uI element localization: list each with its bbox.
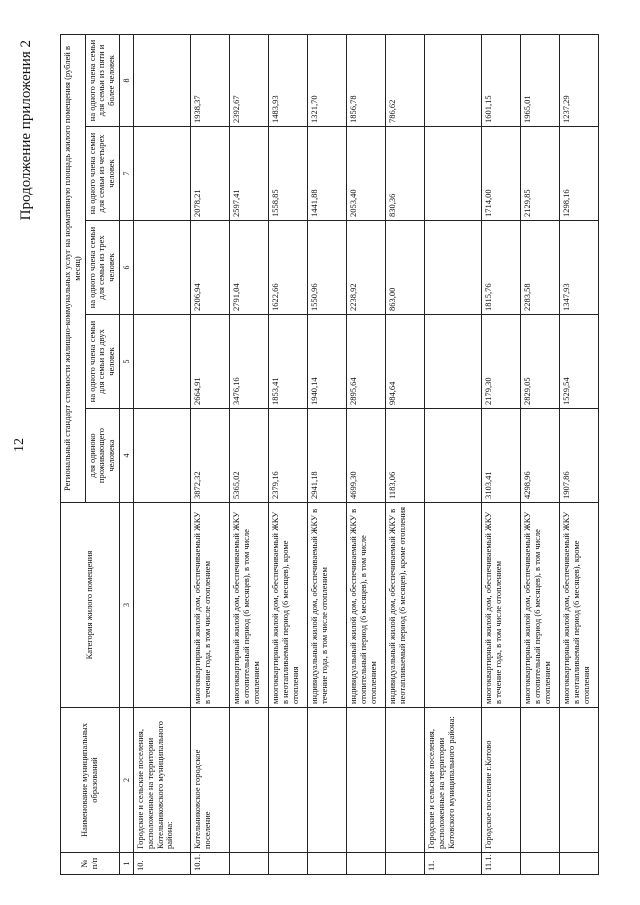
cost-value: 830,36 xyxy=(386,127,425,221)
municipality-name xyxy=(560,708,599,853)
header-sub-3: на одного члена семьи для семьи из трех человек xyxy=(85,221,119,315)
municipality-name: Городские и сельские поселения, расположенные на территории Котельниковского муниципального района: xyxy=(134,708,191,853)
housing-category xyxy=(134,503,191,708)
cost-value: 1347,93 xyxy=(560,221,599,315)
cost-value: 1815,76 xyxy=(482,221,521,315)
table-row xyxy=(425,34,482,874)
column-index: 8 xyxy=(119,34,133,126)
header-sub-1: для одиноко проживающего человека xyxy=(85,409,119,503)
cost-value: 1183,06 xyxy=(386,409,425,503)
cost-value xyxy=(425,315,482,409)
municipality-name: Котельниковское городское поселение xyxy=(191,708,230,853)
cost-value: 4699,30 xyxy=(347,409,386,503)
table-row xyxy=(347,34,386,874)
cost-value: 2129,85 xyxy=(521,127,560,221)
cost-value: 2078,21 xyxy=(191,127,230,221)
table-row xyxy=(521,34,560,874)
header-category: Категория жилого помещения xyxy=(61,503,120,708)
cost-value: 3476,16 xyxy=(230,315,269,409)
row-number: 10. xyxy=(134,853,191,875)
cost-value xyxy=(425,221,482,315)
cost-value: 2791,04 xyxy=(230,221,269,315)
cost-value: 1938,37 xyxy=(191,34,230,126)
cost-value xyxy=(134,409,191,503)
cost-value: 2664,91 xyxy=(191,315,230,409)
housing-category: индивидуальный жилой дом, обеспечиваемый ЖКУ в отопительный период (6 месяцев), в том числе отоплением xyxy=(347,503,386,708)
column-index: 5 xyxy=(119,315,133,409)
cost-value: 1853,41 xyxy=(269,315,308,409)
housing-category: многоквартирный жилой дом, обеспечиваемый ЖКУ в отопительный период (6 месяцев), в том числе отоплением xyxy=(521,503,560,708)
housing-category: многоквартирный жилой дом, обеспечиваемый ЖКУ в течение года, в том числе отоплением xyxy=(482,503,521,708)
cost-value: 1321,70 xyxy=(308,34,347,126)
header-sub-2: на одного члена семьи для семьи из двух человек xyxy=(85,315,119,409)
cost-value: 2238,92 xyxy=(347,221,386,315)
housing-category: многоквартирный жилой дом, обеспечиваемый ЖКУ в отопительный период (6 месяцев), в том числе отоплением xyxy=(230,503,269,708)
housing-category: индивидуальный жилой дом, обеспечиваемый ЖКУ в течение года, в том числе отоплением xyxy=(308,503,347,708)
header-sub-5: на одного члена семьи для семьи из пяти и более человек xyxy=(85,34,119,126)
municipality-name xyxy=(521,708,560,853)
row-number xyxy=(308,853,347,875)
cost-value: 2179,30 xyxy=(482,315,521,409)
table-row xyxy=(230,34,269,874)
cost-value: 1298,16 xyxy=(560,127,599,221)
cost-value: 2379,16 xyxy=(269,409,308,503)
cost-value: 2895,64 xyxy=(347,315,386,409)
table-row xyxy=(482,34,521,874)
municipality-name xyxy=(386,708,425,853)
row-number xyxy=(521,853,560,875)
row-number xyxy=(230,853,269,875)
header-sub-4: на одного члена семьи для семьи из четырех человек xyxy=(85,127,119,221)
cost-value: 1940,14 xyxy=(308,315,347,409)
housing-category: многоквартирный жилой дом, обеспечиваемый ЖКУ в течение года, в том числе отоплением xyxy=(191,503,230,708)
row-number xyxy=(347,853,386,875)
municipality-name: Городское поселение г.Котово xyxy=(482,708,521,853)
housing-category: многоквартирный жилой дом, обеспечиваемый ЖКУ в неотапливаемый период (6 месяцев), кроме отопления xyxy=(560,503,599,708)
cost-value: 1622,66 xyxy=(269,221,308,315)
table-body xyxy=(134,34,599,874)
cost-value: 5365,02 xyxy=(230,409,269,503)
header-standard: Региональный стандарт стоимости жилищно-коммунальных услуг на нормативную площадь жилого помещения (рублей в месяц) xyxy=(61,34,86,502)
page-number: 12 xyxy=(12,438,27,452)
cost-value: 863,00 xyxy=(386,221,425,315)
row-number: 11. xyxy=(425,853,482,875)
cost-value: 1441,88 xyxy=(308,127,347,221)
cost-value: 2283,58 xyxy=(521,221,560,315)
cost-value: 1907,86 xyxy=(560,409,599,503)
table-row xyxy=(308,34,347,874)
header-name: Наименование муниципальных образований xyxy=(61,708,120,853)
column-index: 6 xyxy=(119,221,133,315)
cost-value: 2053,40 xyxy=(347,127,386,221)
cost-value: 1237,29 xyxy=(560,34,599,126)
table-row xyxy=(386,34,425,874)
cost-value: 2206,94 xyxy=(191,221,230,315)
cost-value xyxy=(134,315,191,409)
cost-value xyxy=(425,127,482,221)
cost-value: 3103,41 xyxy=(482,409,521,503)
cost-value: 4298,96 xyxy=(521,409,560,503)
cost-value: 1965,01 xyxy=(521,34,560,126)
cost-value: 1601,15 xyxy=(482,34,521,126)
cost-value: 2941,18 xyxy=(308,409,347,503)
cost-value: 3872,32 xyxy=(191,409,230,503)
cost-value xyxy=(425,409,482,503)
cost-value xyxy=(134,221,191,315)
housing-category: многоквартирный жилой дом, обеспечиваемый ЖКУ в неотапливаемый период (6 месяцев), кроме отопления xyxy=(269,503,308,708)
cost-value: 1529,54 xyxy=(560,315,599,409)
column-index: 2 xyxy=(119,708,133,853)
cost-value: 2597,41 xyxy=(230,127,269,221)
municipality-name xyxy=(269,708,308,853)
housing-category: индивидуальный жилой дом, обеспечиваемый ЖКУ в неотапливаемый период (6 месяцев), кроме отопления xyxy=(386,503,425,708)
table-row xyxy=(269,34,308,874)
table-row xyxy=(134,34,191,874)
standard-cost-table xyxy=(60,34,599,875)
cost-value: 2392,67 xyxy=(230,34,269,126)
municipality-name xyxy=(347,708,386,853)
row-number xyxy=(269,853,308,875)
table-row xyxy=(191,34,230,874)
cost-value: 1558,85 xyxy=(269,127,308,221)
municipality-name xyxy=(308,708,347,853)
municipality-name: Городские и сельские поселения, расположенные на территории Котовского муниципального района: xyxy=(425,708,482,853)
municipality-name xyxy=(230,708,269,853)
cost-value xyxy=(134,34,191,126)
column-index: 4 xyxy=(119,409,133,503)
cost-value xyxy=(134,127,191,221)
column-index: 3 xyxy=(119,503,133,708)
cost-value: 984,64 xyxy=(386,315,425,409)
table-row xyxy=(560,34,599,874)
column-index: 7 xyxy=(119,127,133,221)
housing-category xyxy=(425,503,482,708)
row-number xyxy=(560,853,599,875)
page-title: Продолжение приложения 2 xyxy=(18,40,34,221)
cost-value: 1714,00 xyxy=(482,127,521,221)
cost-value xyxy=(425,34,482,126)
cost-value: 1483,93 xyxy=(269,34,308,126)
cost-value: 2829,05 xyxy=(521,315,560,409)
cost-value: 786,62 xyxy=(386,34,425,126)
row-number xyxy=(386,853,425,875)
cost-value: 1550,96 xyxy=(308,221,347,315)
cost-value: 1856,78 xyxy=(347,34,386,126)
row-number: 10.1. xyxy=(191,853,230,875)
header-num: № п/п xyxy=(61,853,120,875)
row-number: 11.1. xyxy=(482,853,521,875)
column-index: 1 xyxy=(119,853,133,875)
